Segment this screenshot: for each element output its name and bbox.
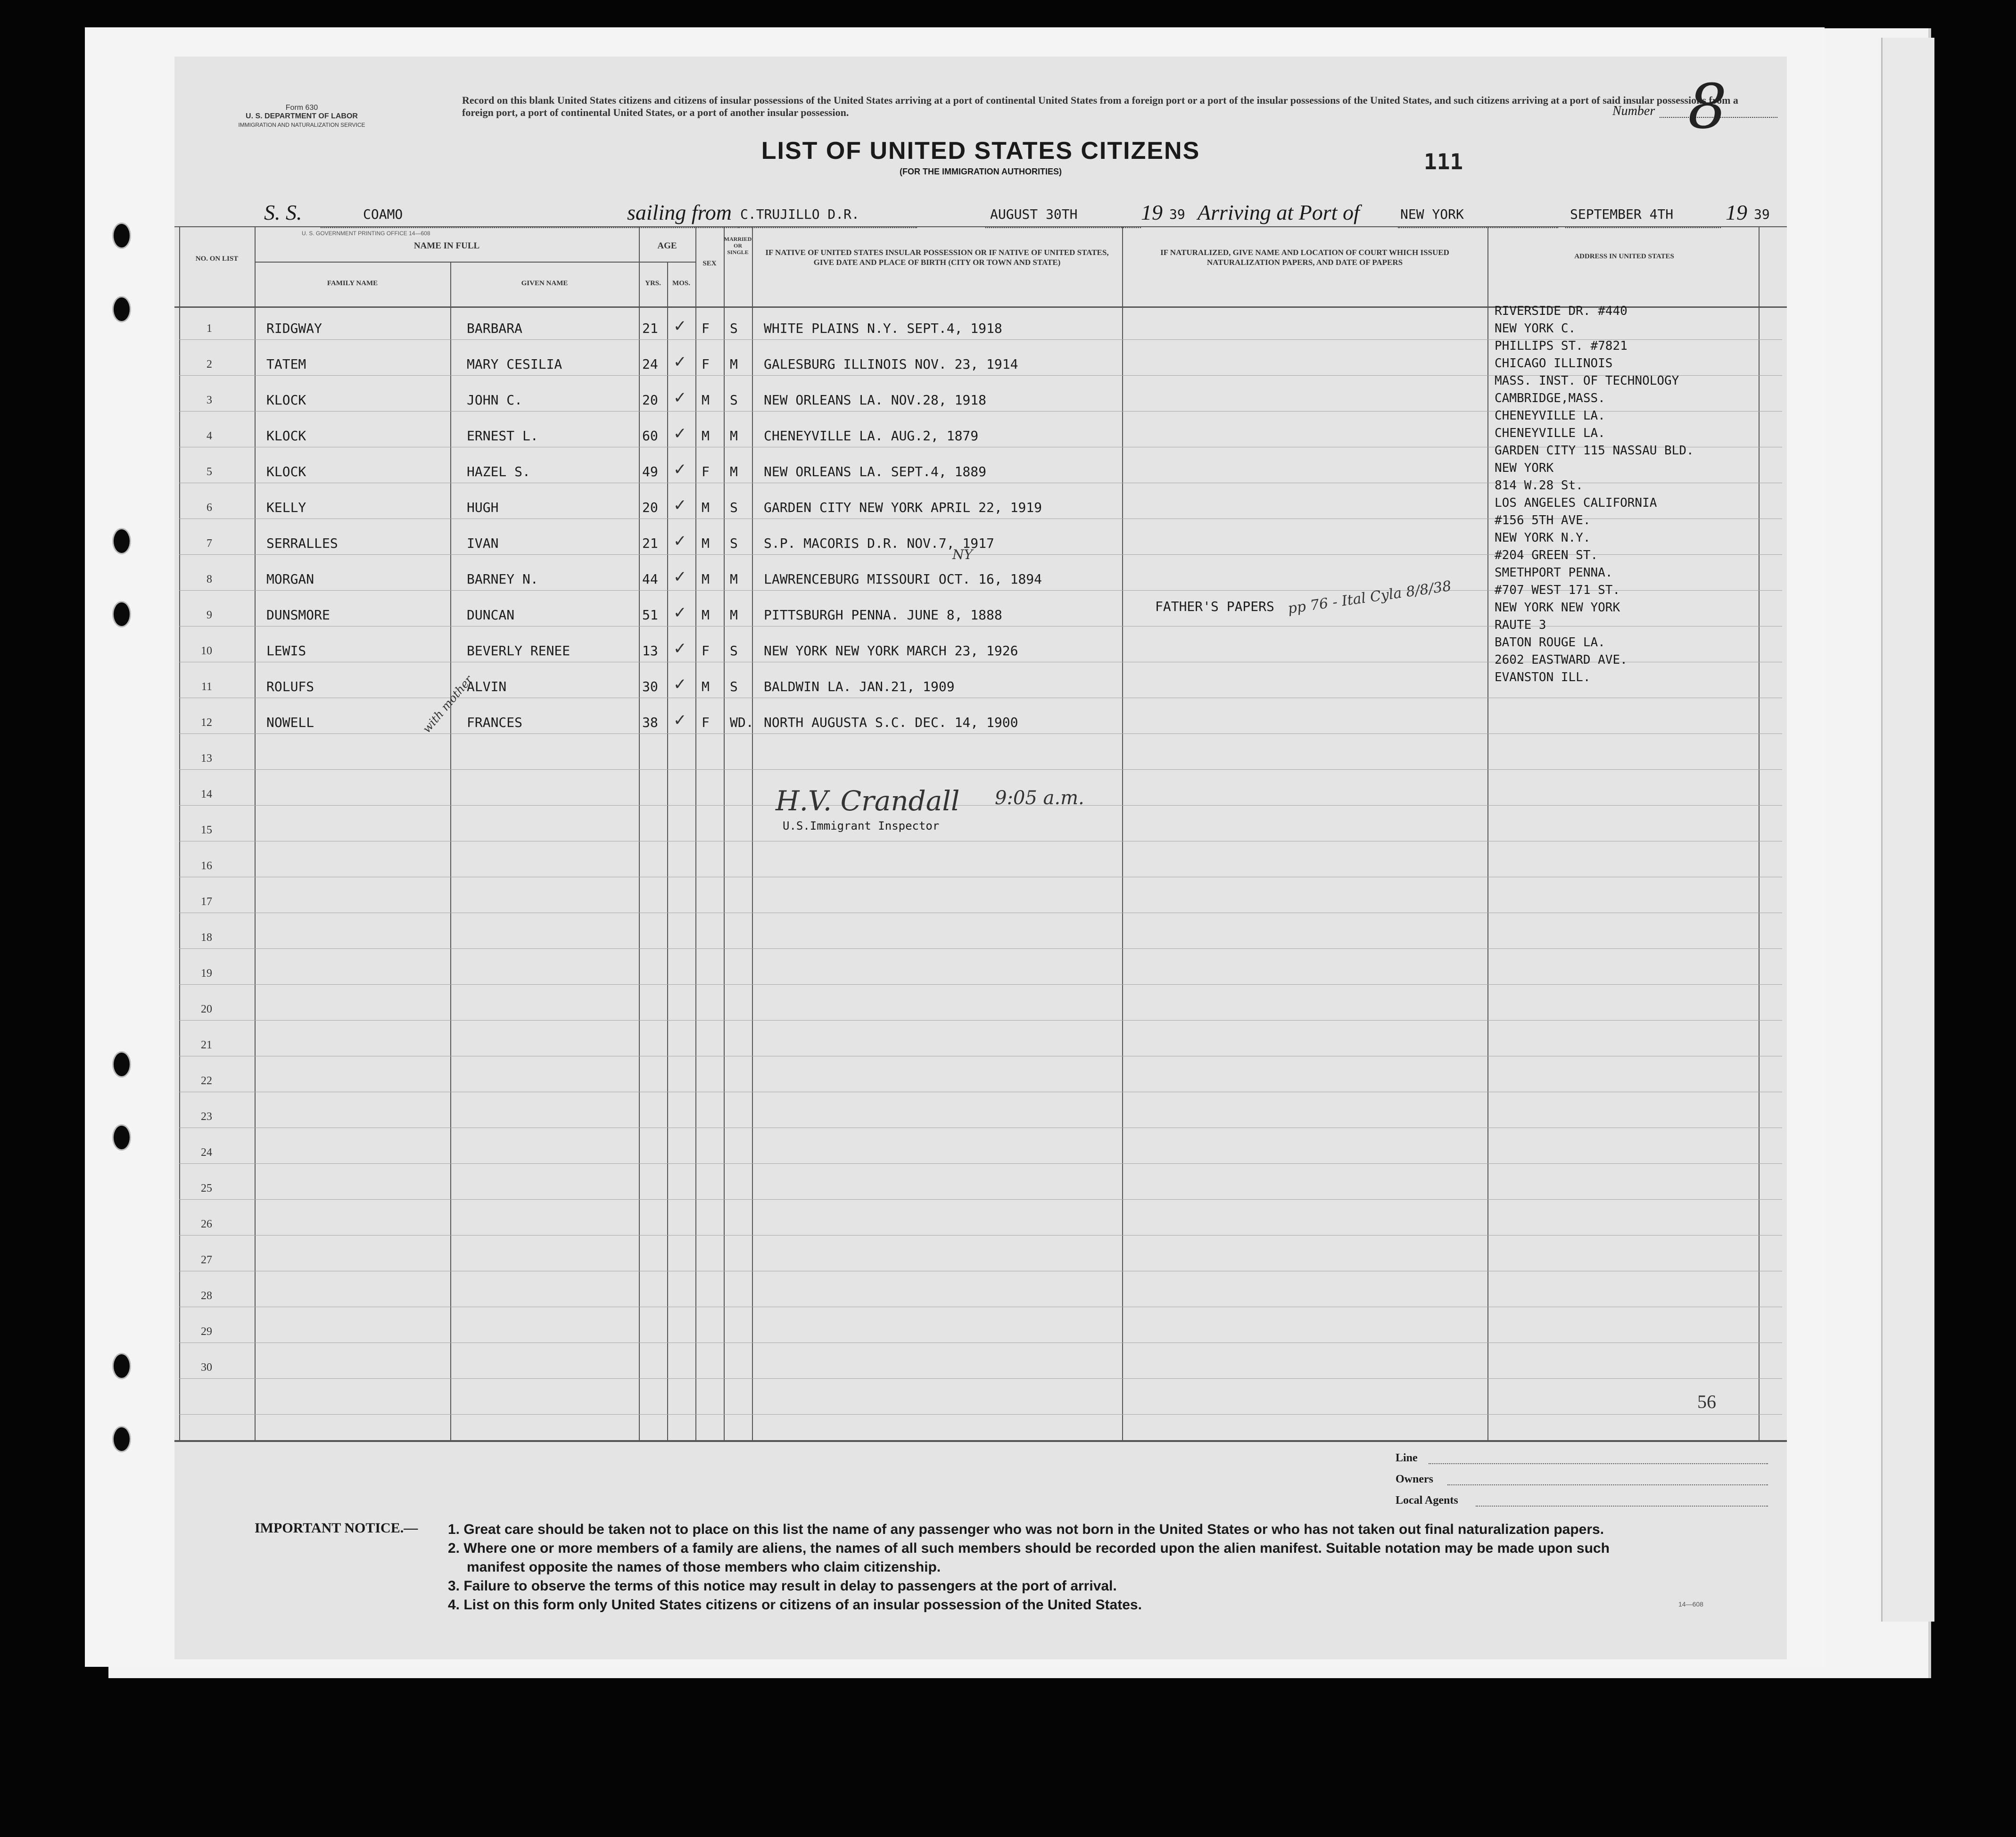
row-rule (179, 1378, 1782, 1379)
header-naturalization: IF NATURALIZED, GIVE NAME AND LOCATION OF COURT WHICH ISSUED NATURALIZATION PAPERS, AND DATE OF PAPERS (1160, 248, 1449, 267)
back-sheet-edge (1881, 38, 1934, 1622)
address-line: SMETHPORT PENNA. (1495, 566, 1613, 580)
notice-label: IMPORTANT NOTICE.— (255, 1520, 418, 1536)
header-married-single: MARRIED OR SINGLE (724, 236, 752, 255)
address-line: CHENEYVILLE LA. (1495, 409, 1605, 423)
sex-value: F (702, 464, 710, 479)
checked-tick: ✓ (673, 424, 687, 443)
address-line: MASS. INST. OF TECHNOLOGY (1495, 374, 1679, 388)
marital-status: S (730, 392, 738, 408)
service-name: IMMIGRATION AND NATURALIZATION SERVICE (238, 122, 365, 128)
birth-place-date: LAWRENCEBURG MISSOURI OCT. 16, 1894 (764, 571, 1042, 587)
header-age: AGE (657, 241, 677, 251)
family-name: TATEM (266, 356, 306, 372)
row-number: 21 (201, 1039, 212, 1051)
address-line: NEW YORK N.Y. (1495, 531, 1591, 545)
age-years: 24 (642, 356, 658, 372)
row-number: 24 (201, 1146, 212, 1159)
naturalized-handwritten-note: pp 76 - Ital Cyla 8/8/38 (1287, 577, 1453, 618)
marital-status: S (730, 321, 738, 336)
address-line: CAMBRIDGE,MASS. (1495, 391, 1605, 405)
row-number: 11 (201, 681, 212, 693)
family-name: KLOCK (266, 428, 306, 444)
year-prefix-2: 19 (1726, 200, 1747, 224)
form-code: 14—608 (1678, 1600, 1703, 1608)
col-divider (667, 262, 668, 1440)
marital-status: S (730, 535, 738, 551)
col-divider (255, 226, 256, 1440)
notice-1: 1. Great care should be taken not to place on this list the name of any passenger who was not born in the United States or who has not taken out final naturalization papers. (448, 1522, 1604, 1537)
sex-value: M (702, 392, 710, 408)
row-number: 13 (201, 752, 212, 765)
col-divider (1759, 226, 1760, 1440)
binder-hole (112, 222, 131, 249)
age-years: 13 (642, 643, 658, 659)
birth-place-date: GALESBURG ILLINOIS NOV. 23, 1914 (764, 356, 1018, 372)
form-footer (174, 1452, 1787, 1650)
address-line: CHENEYVILLE LA. (1495, 426, 1605, 440)
header-years: YRS. (645, 280, 661, 287)
col-divider (639, 226, 640, 1440)
address-line: NEW YORK NEW YORK (1495, 601, 1620, 615)
row-rule (179, 1199, 1782, 1200)
page-number: 56 (1697, 1391, 1716, 1412)
owners-label: Owners (1396, 1473, 1433, 1485)
sex-value: M (702, 607, 710, 623)
checked-tick: ✓ (673, 711, 687, 730)
col-divider (724, 226, 725, 1440)
binder-hole (112, 1353, 131, 1379)
row-number: 7 (207, 537, 212, 550)
col-divider (695, 226, 696, 1440)
given-name: FRANCES (467, 715, 523, 730)
age-years: 21 (642, 535, 658, 551)
binder-hole (112, 1051, 131, 1078)
birth-place-date: S.P. MACORIS D.R. NOV.7, 1917 (764, 535, 994, 551)
sex-value: F (702, 715, 710, 730)
notice-2-cont: manifest opposite the names of those members who claim citizenship. (467, 1559, 941, 1575)
row-number: 23 (201, 1111, 212, 1123)
address-line: GARDEN CITY 115 NASSAU BLD. (1495, 444, 1694, 458)
row-rule (179, 984, 1782, 985)
lewis-handwritten-note: with mother (420, 673, 476, 736)
naturalized-note: FATHER'S PAPERS (1155, 599, 1274, 614)
header-months: MOS. (672, 280, 690, 287)
line-label: Line (1396, 1452, 1418, 1464)
marital-status: S (730, 500, 738, 515)
header-birth-place: IF NATIVE OF UNITED STATES INSULAR POSSESSION OR IF NATIVE OF UNITED STATES, GIVE DATE AND PLACE OF BIRTH (CITY OR TOWN AND STATE) (765, 248, 1109, 267)
form-instructions: Record on this blank United States citizens and citizens of insular possessions of the United States arriving at a port of continental United States from a foreign port or a port of the insular possessions of the United States, and such citizens arriving at a port of said insular possessions from a foreign port, a port of continental United States, or a port of another insular possession. (462, 94, 1738, 118)
age-years: 20 (642, 392, 658, 408)
row-number: 8 (207, 573, 212, 585)
row-number: 17 (201, 896, 212, 908)
checked-tick: ✓ (673, 639, 687, 658)
voyage-line (174, 193, 1787, 237)
address-line: 2602 EASTWARD AVE. (1495, 653, 1628, 667)
row-number: 28 (201, 1290, 212, 1302)
row-rule (179, 733, 1782, 734)
age-years: 21 (642, 321, 658, 336)
date-from: AUGUST 30TH (990, 206, 1078, 222)
row-number: 18 (201, 931, 212, 944)
notice-4: 4. List on this form only United States citizens or citizens of an insular possession of the United States. (448, 1597, 1142, 1613)
birth-place-date: WHITE PLAINS N.Y. SEPT.4, 1918 (764, 321, 1002, 336)
marital-status: M (730, 428, 738, 444)
col-divider (1487, 226, 1488, 1440)
checked-tick: ✓ (673, 460, 687, 479)
age-years: 20 (642, 500, 658, 515)
row-number: 14 (201, 788, 212, 800)
inspector-title: U.S.Immigrant Inspector (783, 819, 940, 832)
row-rule (179, 1235, 1782, 1236)
sex-value: M (702, 679, 710, 694)
marital-status: WD. (730, 715, 754, 730)
row-number: 27 (201, 1254, 212, 1266)
row-number: 25 (201, 1182, 212, 1194)
citizen-list-form (174, 57, 1787, 1659)
year-prefix: 19 (1141, 200, 1163, 224)
date-to: SEPTEMBER 4TH (1570, 206, 1674, 222)
table-top-rule (174, 226, 1787, 227)
row-number: 1 (207, 322, 212, 335)
age-years: 30 (642, 679, 658, 694)
sex-value: M (702, 500, 710, 515)
header-address: ADDRESS IN UNITED STATES (1574, 253, 1674, 260)
row-number: 6 (207, 502, 212, 514)
binder-hole (112, 1426, 131, 1452)
age-years: 44 (642, 571, 658, 587)
checked-tick: ✓ (673, 317, 687, 336)
marital-status: M (730, 356, 738, 372)
marital-status: S (730, 643, 738, 659)
sex-value: M (702, 428, 710, 444)
header-sex: SEX (702, 260, 717, 267)
row-rule (179, 1414, 1782, 1415)
given-name: MARY CESILIA (467, 356, 562, 372)
family-name: ROLUFS (266, 679, 314, 694)
given-name: BARBARA (467, 321, 523, 336)
row-number: 10 (201, 645, 212, 657)
year-from: 39 (1169, 206, 1185, 222)
age-years: 38 (642, 715, 658, 730)
ss-label: S. S. (264, 200, 302, 224)
header-name-in-full: NAME IN FULL (413, 241, 480, 251)
address-line: #707 WEST 171 ST. (1495, 583, 1620, 597)
checked-tick: ✓ (673, 532, 687, 551)
row-rule (179, 769, 1782, 770)
family-name: NOWELL (266, 715, 314, 730)
sex-value: M (702, 535, 710, 551)
local-agents-field (1476, 1506, 1768, 1507)
row-rule (179, 1163, 1782, 1164)
family-name: KELLY (266, 500, 306, 515)
sex-value: F (702, 643, 710, 659)
list-number: 8 (1688, 71, 1727, 142)
marital-status: S (730, 679, 738, 694)
birth-place-date: NEW ORLEANS LA. SEPT.4, 1889 (764, 464, 987, 479)
family-name: RIDGWAY (266, 321, 322, 336)
col-divider (450, 262, 451, 1440)
sailing-label: sailing from (627, 200, 732, 224)
given-name: HAZEL S. (467, 464, 530, 479)
row-number: 12 (201, 717, 212, 729)
checked-tick: ✓ (673, 496, 687, 515)
marital-status: M (730, 464, 738, 479)
col-divider (1122, 226, 1123, 1440)
passenger-table (174, 226, 1787, 1442)
name-subheader-rule (255, 262, 639, 263)
row-number: 4 (207, 430, 212, 442)
row-number: 19 (201, 967, 212, 980)
birth-place-date: NORTH AUGUSTA S.C. DEC. 14, 1900 (764, 715, 1018, 730)
address-line: #156 5TH AVE. (1495, 513, 1591, 527)
kelly-handwritten-note: NY (952, 547, 973, 562)
address-line: EVANSTON ILL. (1495, 670, 1591, 684)
family-name: MORGAN (266, 571, 314, 587)
birth-place-date: CHENEYVILLE LA. AUG.2, 1879 (764, 428, 979, 444)
binder-hole (112, 296, 131, 322)
owners-field (1447, 1484, 1768, 1485)
given-name: BARNEY N. (467, 571, 538, 587)
row-number: 15 (201, 824, 212, 836)
form-number: Form 630 (285, 104, 318, 112)
checked-tick: ✓ (673, 388, 687, 407)
birth-place-date: PITTSBURGH PENNA. JUNE 8, 1888 (764, 607, 1002, 623)
col-divider (179, 226, 180, 1440)
marital-status: M (730, 571, 738, 587)
address-line: RIVERSIDE DR. #440 (1495, 304, 1628, 318)
marital-status: M (730, 607, 738, 623)
row-number: 29 (201, 1326, 212, 1338)
line-field (1429, 1463, 1768, 1464)
port-to: NEW YORK (1400, 206, 1464, 222)
department-name: U. S. DEPARTMENT OF LABOR (246, 112, 358, 120)
row-number: 30 (201, 1361, 212, 1374)
row-number: 3 (207, 394, 212, 406)
given-name: ERNEST L. (467, 428, 538, 444)
birth-place-date: BALDWIN LA. JAN.21, 1909 (764, 679, 955, 694)
given-name: JOHN C. (467, 392, 523, 408)
col-divider (752, 226, 753, 1440)
page-subtitle: (FOR THE IMMIGRATION AUTHORITIES) (900, 167, 1062, 176)
checked-tick: ✓ (673, 603, 687, 622)
binder-hole (112, 1124, 131, 1151)
inspector-signature: H.V. Crandall (776, 785, 960, 817)
given-name: ALVIN (467, 679, 507, 694)
checked-tick: ✓ (673, 353, 687, 371)
address-line: #204 GREEN ST. (1495, 548, 1598, 562)
notice-2: 2. Where one or more members of a family are aliens, the names of all such members should be recorded upon the alien manifest. Suitable notation may be made upon such (448, 1540, 1610, 1556)
family-name: KLOCK (266, 392, 306, 408)
family-name: KLOCK (266, 464, 306, 479)
sex-value: M (702, 571, 710, 587)
row-rule (179, 1020, 1782, 1021)
row-number: 22 (201, 1075, 212, 1087)
printer-note: U. S. GOVERNMENT PRINTING OFFICE 14—608 (302, 230, 430, 237)
port-from: C.TRUJILLO D.R. (740, 206, 859, 222)
header-family-name: FAMILY NAME (327, 280, 378, 287)
sex-value: F (702, 321, 710, 336)
family-name: LEWIS (266, 643, 306, 659)
family-name: DUNSMORE (266, 607, 330, 623)
address-line: NEW YORK C. (1495, 321, 1576, 336)
address-line: RAUTE 3 (1495, 618, 1546, 632)
stamped-number: 111 (1424, 149, 1463, 174)
birth-place-date: NEW YORK NEW YORK MARCH 23, 1926 (764, 643, 1018, 659)
age-years: 60 (642, 428, 658, 444)
notice-3: 3. Failure to observe the terms of this notice may result in delay to passengers at the port of arrival. (448, 1578, 1117, 1594)
row-rule (179, 948, 1782, 949)
row-number: 2 (207, 358, 212, 371)
year-to: 39 (1754, 206, 1770, 222)
row-number: 26 (201, 1218, 212, 1230)
age-years: 51 (642, 607, 658, 623)
row-number: 5 (207, 466, 212, 478)
page-title: LIST OF UNITED STATES CITIZENS (761, 137, 1200, 165)
ship-name: COAMO (363, 206, 403, 222)
binder-hole (112, 528, 131, 554)
address-line: PHILLIPS ST. #7821 (1495, 339, 1628, 353)
arriving-label: Arriving at Port of (1198, 200, 1360, 224)
given-name: DUNCAN (467, 607, 515, 623)
family-name: SERRALLES (266, 535, 338, 551)
address-line: NEW YORK (1495, 461, 1554, 475)
row-number: 20 (201, 1003, 212, 1015)
binder-hole (112, 601, 131, 627)
number-label: Number (1612, 104, 1655, 118)
checked-tick: ✓ (673, 568, 687, 586)
given-name: BEVERLY RENEE (467, 643, 570, 659)
row-rule (179, 805, 1782, 806)
row-number: 16 (201, 860, 212, 872)
address-line: 814 W.28 St. (1495, 478, 1583, 493)
header-given-name: GIVEN NAME (521, 280, 568, 287)
checked-tick: ✓ (673, 675, 687, 694)
age-years: 49 (642, 464, 658, 479)
local-agents-label: Local Agents (1396, 1494, 1458, 1507)
address-line: LOS ANGELES CALIFORNIA (1495, 496, 1657, 510)
table-bottom-rule (174, 1440, 1787, 1442)
birth-place-date: NEW ORLEANS LA. NOV.28, 1918 (764, 392, 987, 408)
inspector-time-note: 9:05 a.m. (995, 787, 1084, 809)
sex-value: F (702, 356, 710, 372)
given-name: HUGH (467, 500, 499, 515)
age-subheader-rule (639, 262, 695, 263)
row-number: 9 (207, 609, 212, 621)
form-identifier (203, 104, 401, 129)
address-line: BATON ROUGE LA. (1495, 635, 1605, 650)
given-name: IVAN (467, 535, 499, 551)
address-line: CHICAGO ILLINOIS (1495, 356, 1613, 371)
header-no-on-list: NO. ON LIST (195, 255, 239, 263)
birth-place-date: GARDEN CITY NEW YORK APRIL 22, 1919 (764, 500, 1042, 515)
